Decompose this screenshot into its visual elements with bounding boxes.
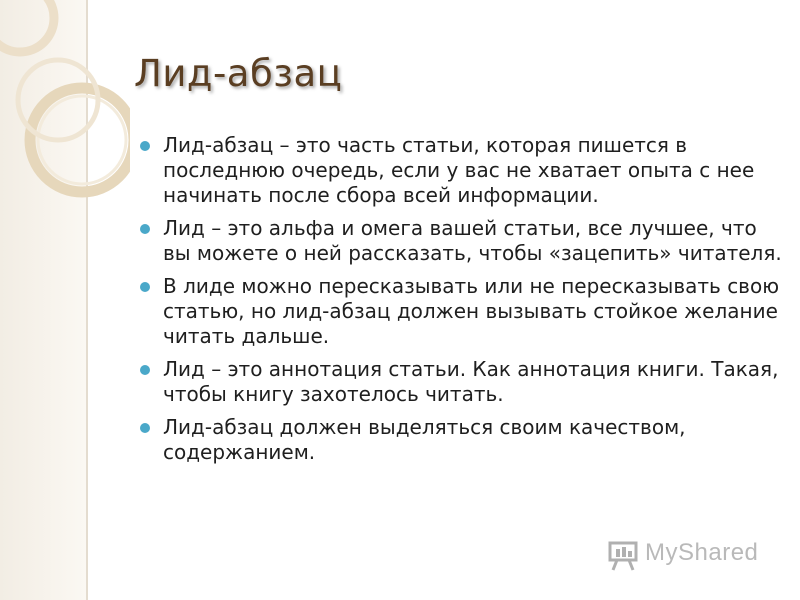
bullet-text: В лиде можно пересказывать или не пересказывать свою статью, но лид-абзац должен вызывать стойкое желание читать дальше.: [163, 274, 780, 348]
bullet-icon: [140, 423, 150, 433]
bullet-text: Лид – это альфа и омега вашей статьи, все лучшее, что вы можете о ней рассказать, чтобы «зацепить» читателя.: [163, 216, 782, 265]
bullet-item: [136, 357, 786, 407]
bullet-item: [136, 216, 786, 266]
bullet-icon: [140, 224, 150, 234]
slide-title: Лид-абзац: [134, 52, 343, 95]
decorative-rings: [0, 0, 130, 220]
bullet-icon: [140, 282, 150, 292]
bullet-text: Лид-абзац должен выделяться своим качеством, содержанием.: [163, 415, 686, 464]
bullet-item: [136, 415, 786, 465]
bullet-icon: [140, 365, 150, 375]
watermark-text: MyShared: [645, 539, 759, 566]
bullet-text: Лид-абзац – это часть статьи, которая пишется в последнюю очередь, если у вас не хватает опыта с нее начинать после сбора всей информации.: [163, 133, 755, 207]
bullet-item: [136, 274, 786, 349]
bullet-item: [136, 133, 786, 208]
bullet-list: [136, 133, 786, 473]
bullet-icon: [140, 141, 150, 151]
bullet-text: Лид – это аннотация статьи. Как аннотация книги. Такая, чтобы книгу захотелось читать.: [163, 357, 779, 406]
presentation-board-icon: [607, 539, 641, 571]
watermark-logo: [607, 537, 767, 571]
